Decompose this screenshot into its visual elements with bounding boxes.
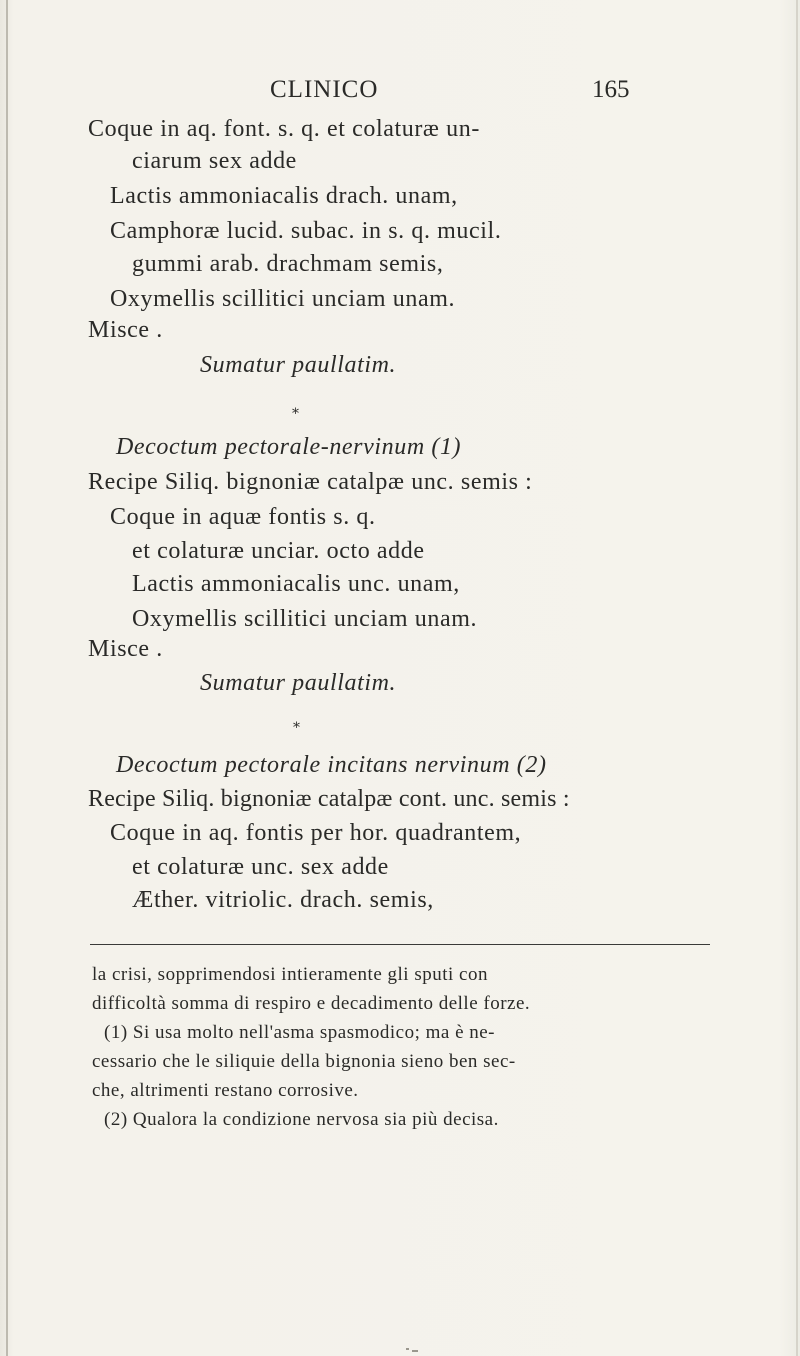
recipe-title: Decoctum pectorale incitans nervinum (2) <box>116 752 547 778</box>
text-line: Lactis ammoniacalis unc. unam, <box>132 571 460 597</box>
running-head: CLINICO <box>270 76 379 103</box>
text-line: Oxymellis scillitici unciam unam. <box>110 286 456 312</box>
section-separator: * <box>292 406 299 422</box>
text-line: Misce . <box>88 636 163 662</box>
footnote-line: cessario che le siliquie della bignonia sieno ben sec- <box>92 1051 516 1072</box>
footnote-line: difficoltà somma di respiro e decadimento delle forze. <box>92 993 531 1014</box>
text-line-italic: Sumatur paullatim. <box>200 352 397 378</box>
page-right-edge <box>796 0 798 1356</box>
text-line: Misce . <box>88 317 163 343</box>
text-line: ciarum sex adde <box>132 148 297 174</box>
text-line: et colaturæ unc. sex adde <box>132 854 389 880</box>
footnote-line: la crisi, sopprimendosi intieramente gli sputi con <box>92 964 488 985</box>
text-line-italic: Sumatur paullatim. <box>200 670 397 696</box>
text-line: et colaturæ unciar. octo adde <box>132 538 425 564</box>
text-line: Recipe Siliq. bignoniæ catalpæ cont. unc. semis : <box>88 786 570 812</box>
page-left-edge <box>6 0 8 1356</box>
text-line: Coque in aquæ fontis s. q. <box>110 504 376 530</box>
footnote-line: (2) Qualora la condizione nervosa sia più decisa. <box>104 1109 499 1130</box>
text-line: Recipe Siliq. bignoniæ catalpæ unc. semis : <box>88 469 533 495</box>
text-line: gummi arab. drachmam semis, <box>132 251 444 277</box>
footnote-line: (1) Si usa molto nell'asma spasmodico; ma è ne- <box>104 1022 496 1043</box>
text-line: Coque in aq. font. s. q. et colaturæ un- <box>88 116 480 142</box>
text-line: Camphoræ lucid. subac. in s. q. mucil. <box>110 218 502 244</box>
footnote-line: che, altrimenti restano corrosive. <box>92 1080 359 1101</box>
text-line: Oxymellis scillitici unciam unam. <box>132 606 478 632</box>
text-line: Æther. vitriolic. drach. semis, <box>132 887 434 913</box>
footnote-rule <box>90 944 710 945</box>
text-line: Coque in aq. fontis per hor. quadrantem, <box>110 820 522 846</box>
paper-speck <box>406 1348 409 1350</box>
paper-speck <box>412 1350 418 1352</box>
recipe-title: Decoctum pectorale-nervinum (1) <box>116 434 462 460</box>
page-number: 165 <box>592 76 630 103</box>
text-line: Lactis ammoniacalis drach. unam, <box>110 183 458 209</box>
section-separator: * <box>293 720 300 736</box>
